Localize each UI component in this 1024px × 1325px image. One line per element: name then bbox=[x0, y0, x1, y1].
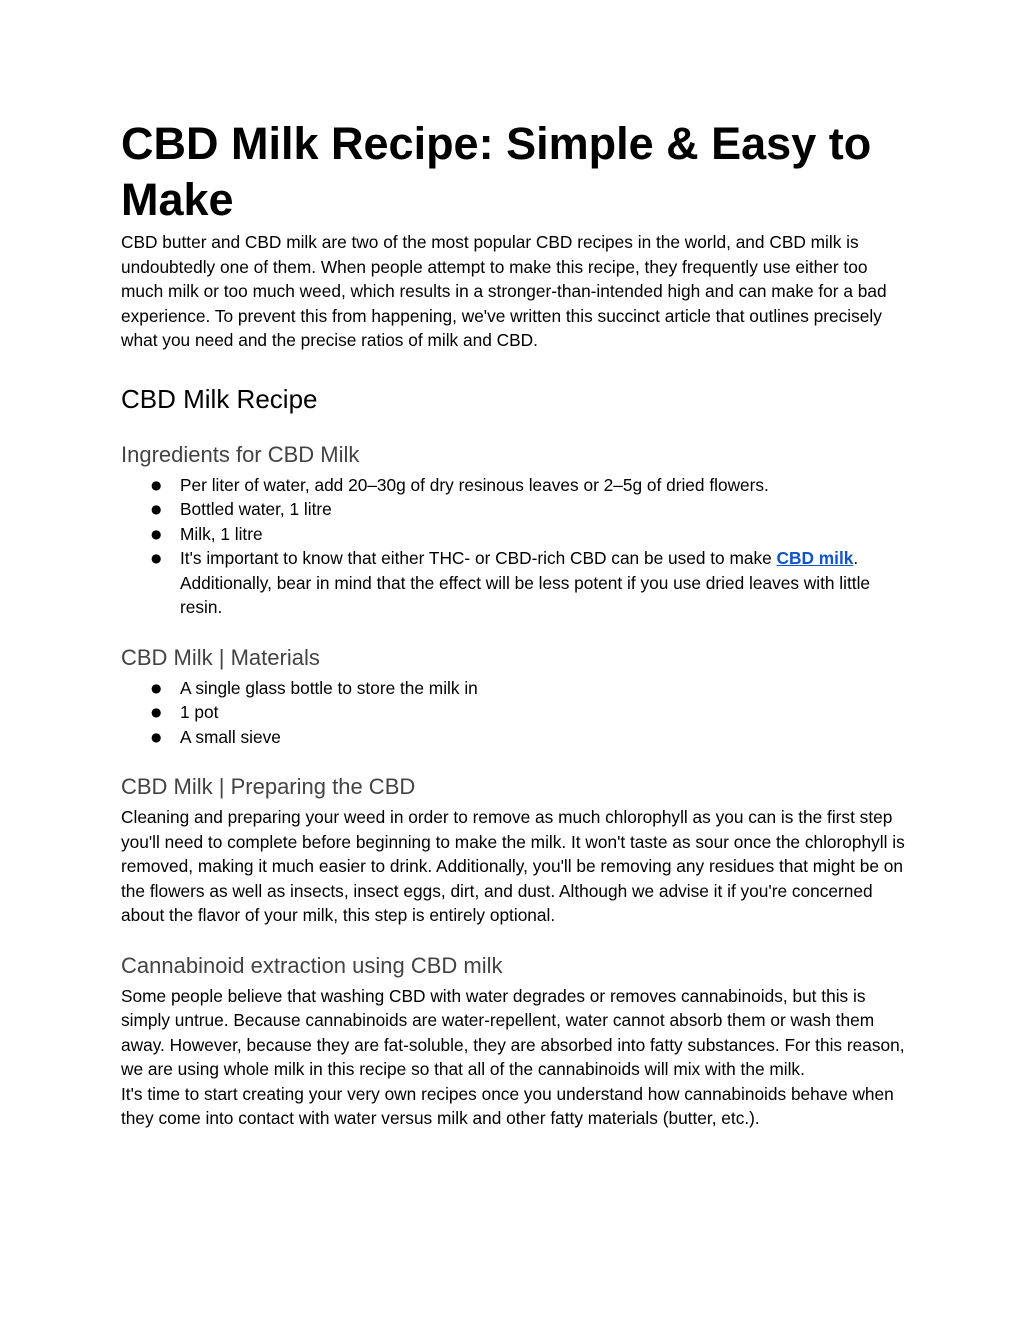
list-item: ● A single glass bottle to store the milk in bbox=[121, 676, 911, 701]
cbd-milk-link[interactable]: CBD milk bbox=[776, 548, 854, 568]
preparing-paragraph: Cleaning and preparing your weed in order to remove as much chlorophyll as you can is the first step you'll need to complete before beginning to make the milk. It won't taste as sour once the chlorophyll is removed, making it much easier to drink. Additionally, you'll be removing any residues that might be on the flowers as well as insects, insect eggs, dirt, and dust. Although we advise it if you're concerned about the flavor of your milk, this step is entirely optional. bbox=[121, 807, 905, 925]
page-title: CBD Milk Recipe: Simple & Easy to Make bbox=[121, 118, 872, 225]
materials-list bbox=[121, 676, 911, 750]
ingredients-list bbox=[121, 473, 911, 620]
list-item: ● 1 pot bbox=[121, 700, 911, 725]
list-item: ● Milk, 1 litre bbox=[121, 522, 911, 547]
recipe-heading: CBD Milk Recipe bbox=[121, 383, 318, 414]
intro-paragraph: CBD butter and CBD milk are two of the most popular CBD recipes in the world, and CBD milk is undoubtedly one of them. When people attempt to make this recipe, they frequently use either too much milk or too much weed, which results in a stronger-than-intended high and can make for a bad experience. To prevent this from happening, we've written this succinct article that outlines precisely what you need and the precise ratios of milk and CBD. bbox=[121, 232, 887, 350]
list-item: ● A small sieve bbox=[121, 725, 911, 750]
extraction-heading: Cannabinoid extraction using CBD milk bbox=[121, 952, 503, 978]
materials-heading: CBD Milk | Materials bbox=[121, 644, 320, 670]
document-page bbox=[121, 116, 911, 1131]
ingredients-heading: Ingredients for CBD Milk bbox=[121, 441, 360, 467]
list-item-text: . Additionally, bear in mind that the effect will be less potent if you use dried leaves with little resin. bbox=[180, 548, 871, 617]
preparing-heading: CBD Milk | Preparing the CBD bbox=[121, 774, 416, 799]
list-item bbox=[121, 546, 911, 620]
list-item-text: It's important to know that either THC- or CBD-rich CBD can be used to make bbox=[180, 548, 777, 568]
extraction-paragraph-2: It's time to start creating your very own recipes once you understand how cannabinoids behave when they come into contact with water versus milk and other fatty materials (butter, etc.). bbox=[121, 1083, 894, 1128]
list-item: ● Bottled water, 1 litre bbox=[121, 497, 911, 522]
extraction-paragraph-1: Some people believe that washing CBD with water degrades or removes cannabinoids, but this is simply untrue. Because cannabinoids are water-repellent, water cannot absorb them or wash them away. However, because they are fat-soluble, they are absorbed into fatty substances. For this reason, we are using whole milk in this recipe so that all of the cannabinoids will mix with the milk. bbox=[121, 985, 905, 1079]
list-item: ● Per liter of water, add 20–30g of dry resinous leaves or 2–5g of dried flowers. bbox=[121, 473, 911, 498]
